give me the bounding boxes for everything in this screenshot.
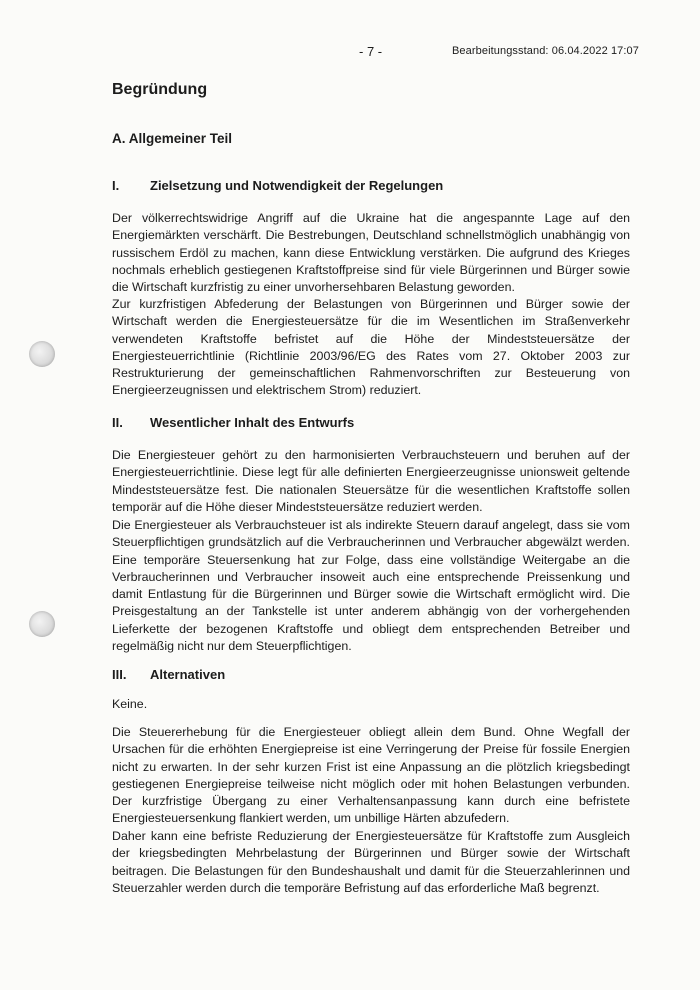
- document-title: Begründung: [112, 81, 208, 98]
- paragraph: Die Energiesteuer gehört zu den harmonisierten Verbrauchsteuern und beruhen auf der Energiesteuerrichtlinie. Diese legt für alle definierten Energieerzeugnisse unionsweit geltende Mindeststeuersätze fest. Die nationalen Steuersätze für die wesentlichen Kraftstoffe sollen temporär auf die Höhe dieser Mindeststeuersätze reduziert werden.: [112, 448, 630, 514]
- punch-hole-top: [29, 341, 55, 367]
- page-number: - 7 -: [359, 44, 383, 59]
- paragraph: Die Energiesteuer als Verbrauchsteuer ist als indirekte Steuern darauf angelegt, dass sie vom Steuerpflichtigen grundsätzlich auf die Verbraucherinnen und Verbraucher abgewälzt werden. Eine temporäre Steuersenkung hat zur Folge, dass eine vollständige Weitergabe an die Verbraucherinnen und Verbraucher insoweit auch eine entsprechende Preissenkung und damit Entlastung für die Bürgerinnen und Bürger sowie die Wirtschaft ermöglicht wird. Die Preisgestaltung an der Tankstelle ist unter anderem abhängig von der vorhergehenden Lieferkette der bezogenen Kraftstoffe und obliegt dem entsprechenden Betreiber und regelmäßig nicht nur dem Steuerpflichtigen.: [112, 518, 630, 654]
- paragraph: Der völkerrechtswidrige Angriff auf die Ukraine hat die angespannte Lage auf den Energiemärkten verschärft. Die Bestrebungen, Deutschland schnellstmöglich unabhängig von russischem Erdöl zu machen, kann diese Entwicklung verstärken. Die aufgrund des Krieges nochmals erheblich gestiegenen Kraftstoffpreise sind für viele Bürgerinnen und Bürger sowie die Wirtschaft kurzfristig zu einer unvorhersehbaren Belastung geworden.: [112, 211, 630, 295]
- paragraph: Die Steuererhebung für die Energiesteuer obliegt allein dem Bund. Ohne Wegfall der Ursachen für die erhöhten Energiepreise ist eine Verringerung der Preise für fossile Energien nicht zu erwarten. In der sehr kurzen Frist ist eine Anpassung an die plötzlich kriegsbedingt gestiegenen Energiepreise teilweise nicht möglich oder mit hohen Belastungen verbunden. Der kurzfristige Übergang zu einer Verhaltensanpassung kann durch eine befristete Energiesteuersenkung flankiert werden, um unbillige Härten abzufedern.: [112, 725, 630, 826]
- part-heading: A. Allgemeiner Teil: [112, 131, 233, 146]
- paragraph: Zur kurzfristigen Abfederung der Belastungen von Bürgerinnen und Bürger sowie der Wirtschaft werden die Energiesteuersätze für die im Wesentlichen im Straßenverkehr verwendeten Kraftstoffe befristet auf die Höhe der Mindeststeuersätze der Energiesteuerrichtlinie (Richtlinie 2003/96/EG des Rates vom 27. Oktober 2003 zur Restrukturierung der gemeinschaftlichen Rahmenvorschriften zur Besteuerung von Energieerzeugnissen und elektrischem Strom) reduziert.: [112, 297, 630, 398]
- punch-hole-bottom: [29, 611, 55, 637]
- section-number: III.: [112, 667, 127, 682]
- section-title: Alternativen: [150, 667, 226, 682]
- section-title: Wesentlicher Inhalt des Entwurfs: [150, 415, 355, 430]
- paragraph: Keine.: [112, 697, 148, 711]
- section-number: II.: [112, 415, 123, 430]
- section-title: Zielsetzung und Notwendigkeit der Regelungen: [150, 178, 444, 193]
- revision-status: Bearbeitungsstand: 06.04.2022 17:07: [452, 45, 639, 57]
- paragraph: Daher kann eine befriste Reduzierung der Energiesteuersätze für Kraftstoffe zum Ausgleich der kriegsbedingten Mehrbelastung der Bürgerinnen und Bürger sowie der Wirtschaft beitragen. Die Belastungen für den Bundeshaushalt und damit für die Steuerzahlerinnen und Steuerzahler werden durch die temporäre Befristung auf das erforderliche Maß begrenzt.: [112, 829, 630, 895]
- section-number: I.: [112, 178, 120, 193]
